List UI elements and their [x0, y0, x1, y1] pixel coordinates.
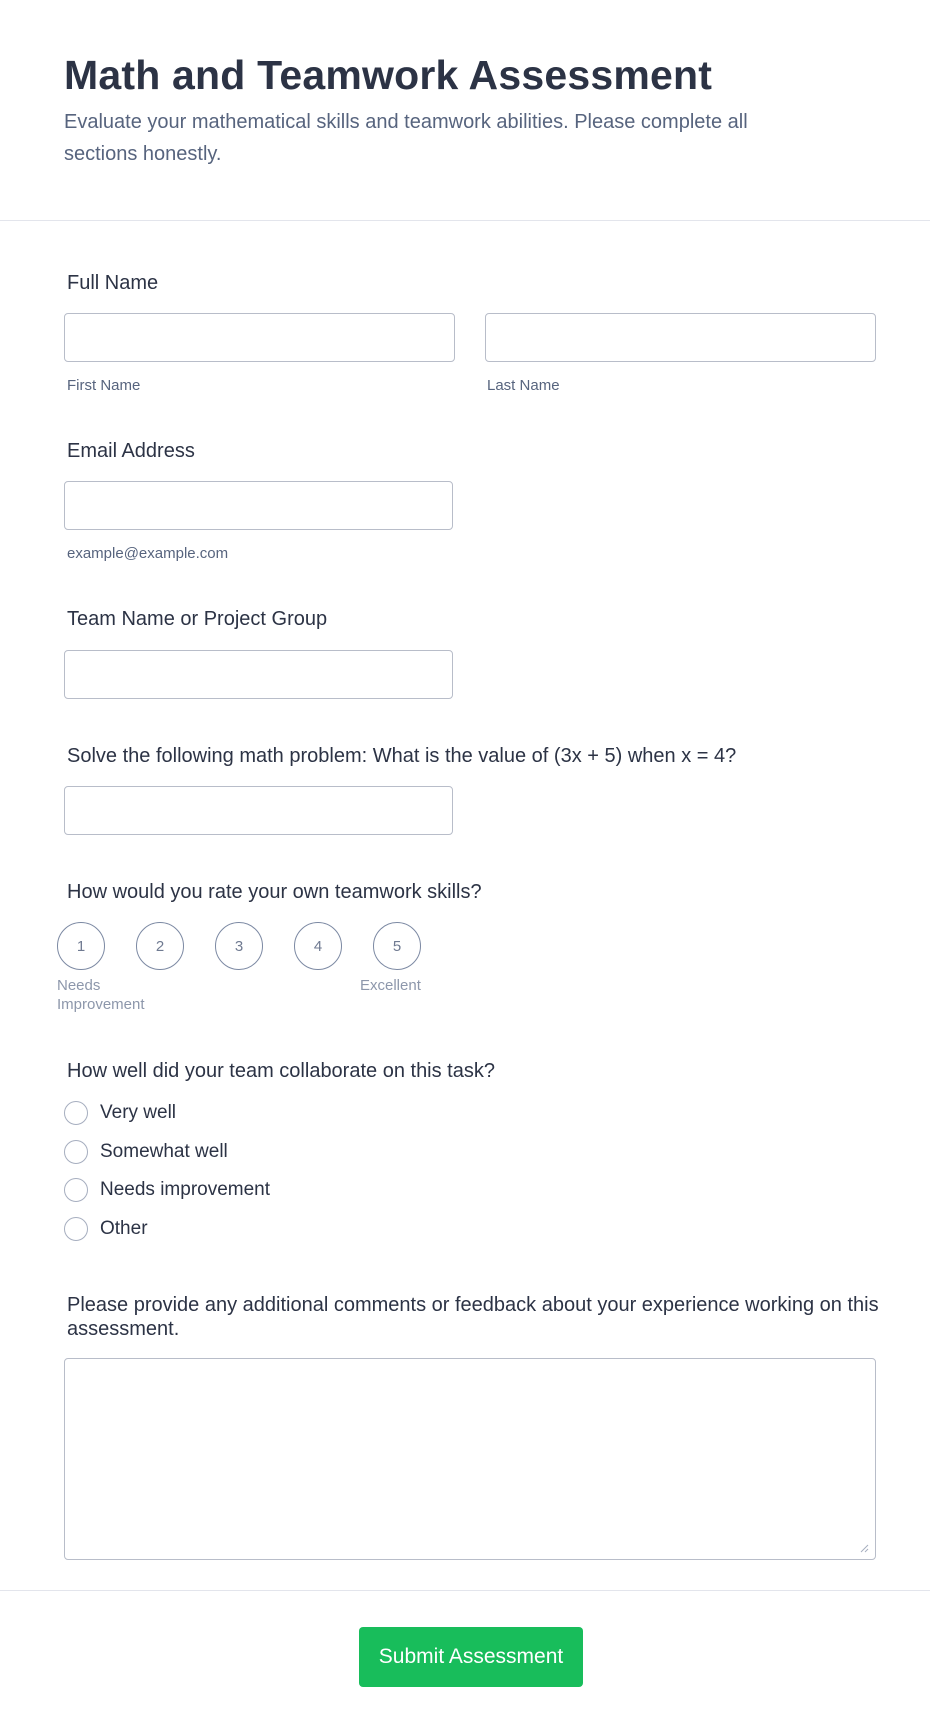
radio-label: Needs improvement: [100, 1179, 271, 1200]
team-name-label: Team Name or Project Group: [67, 608, 328, 630]
comments-textarea[interactable]: [64, 1358, 876, 1560]
email-field[interactable]: [64, 481, 453, 530]
rating-low-caption: Needs Improvement: [57, 977, 145, 1013]
radio-other[interactable]: [64, 1216, 148, 1242]
radio-needs-improvement[interactable]: [64, 1177, 270, 1203]
collaboration-label: How well did your team collaborate on this task?: [67, 1060, 495, 1082]
last-name-input[interactable]: [485, 313, 876, 362]
radio-very-well[interactable]: [64, 1100, 176, 1126]
radio-button[interactable]: [64, 1178, 88, 1202]
form-title: Math and Teamwork Assessment: [64, 52, 713, 98]
email-sublabel: example@example.com: [67, 545, 229, 562]
rating-option-5[interactable]: 5: [373, 922, 421, 970]
form-header: [0, 0, 930, 221]
email-label: Email Address: [67, 440, 195, 462]
radio-button[interactable]: [64, 1101, 88, 1125]
first-name-input[interactable]: [64, 313, 455, 362]
form-description: Evaluate your mathematical skills and teamwork abilities. Please complete all sections honestly.: [64, 111, 748, 165]
rating-label: How would you rate your own teamwork skills?: [67, 881, 482, 903]
rating-high-caption: Excellent: [360, 977, 421, 994]
radio-label: Very well: [100, 1102, 177, 1123]
rating-option-2[interactable]: 2: [136, 922, 184, 970]
full-name-label: Full Name: [67, 272, 159, 294]
math-question-label: Solve the following math problem: What is the value of (3x + 5) when x = 4?: [67, 745, 737, 767]
radio-label: Other: [100, 1218, 148, 1239]
team-name-input[interactable]: [64, 650, 453, 699]
comments-label: Please provide any additional comments or feedback about your experience working on this assessment.: [67, 1294, 879, 1340]
form-footer-divider: [0, 1590, 930, 1591]
math-answer-input[interactable]: [64, 786, 453, 835]
first-name-sublabel: First Name: [67, 377, 141, 394]
rating-option-3[interactable]: 3: [215, 922, 263, 970]
resize-handle-icon[interactable]: [859, 1543, 869, 1553]
radio-button[interactable]: [64, 1217, 88, 1241]
radio-label: Somewhat well: [100, 1141, 228, 1162]
rating-option-1[interactable]: 1: [57, 922, 105, 970]
radio-button[interactable]: [64, 1140, 88, 1164]
last-name-sublabel: Last Name: [487, 377, 560, 394]
radio-somewhat-well[interactable]: [64, 1139, 228, 1165]
submit-button[interactable]: Submit Assessment: [359, 1627, 583, 1687]
rating-option-4[interactable]: 4: [294, 922, 342, 970]
